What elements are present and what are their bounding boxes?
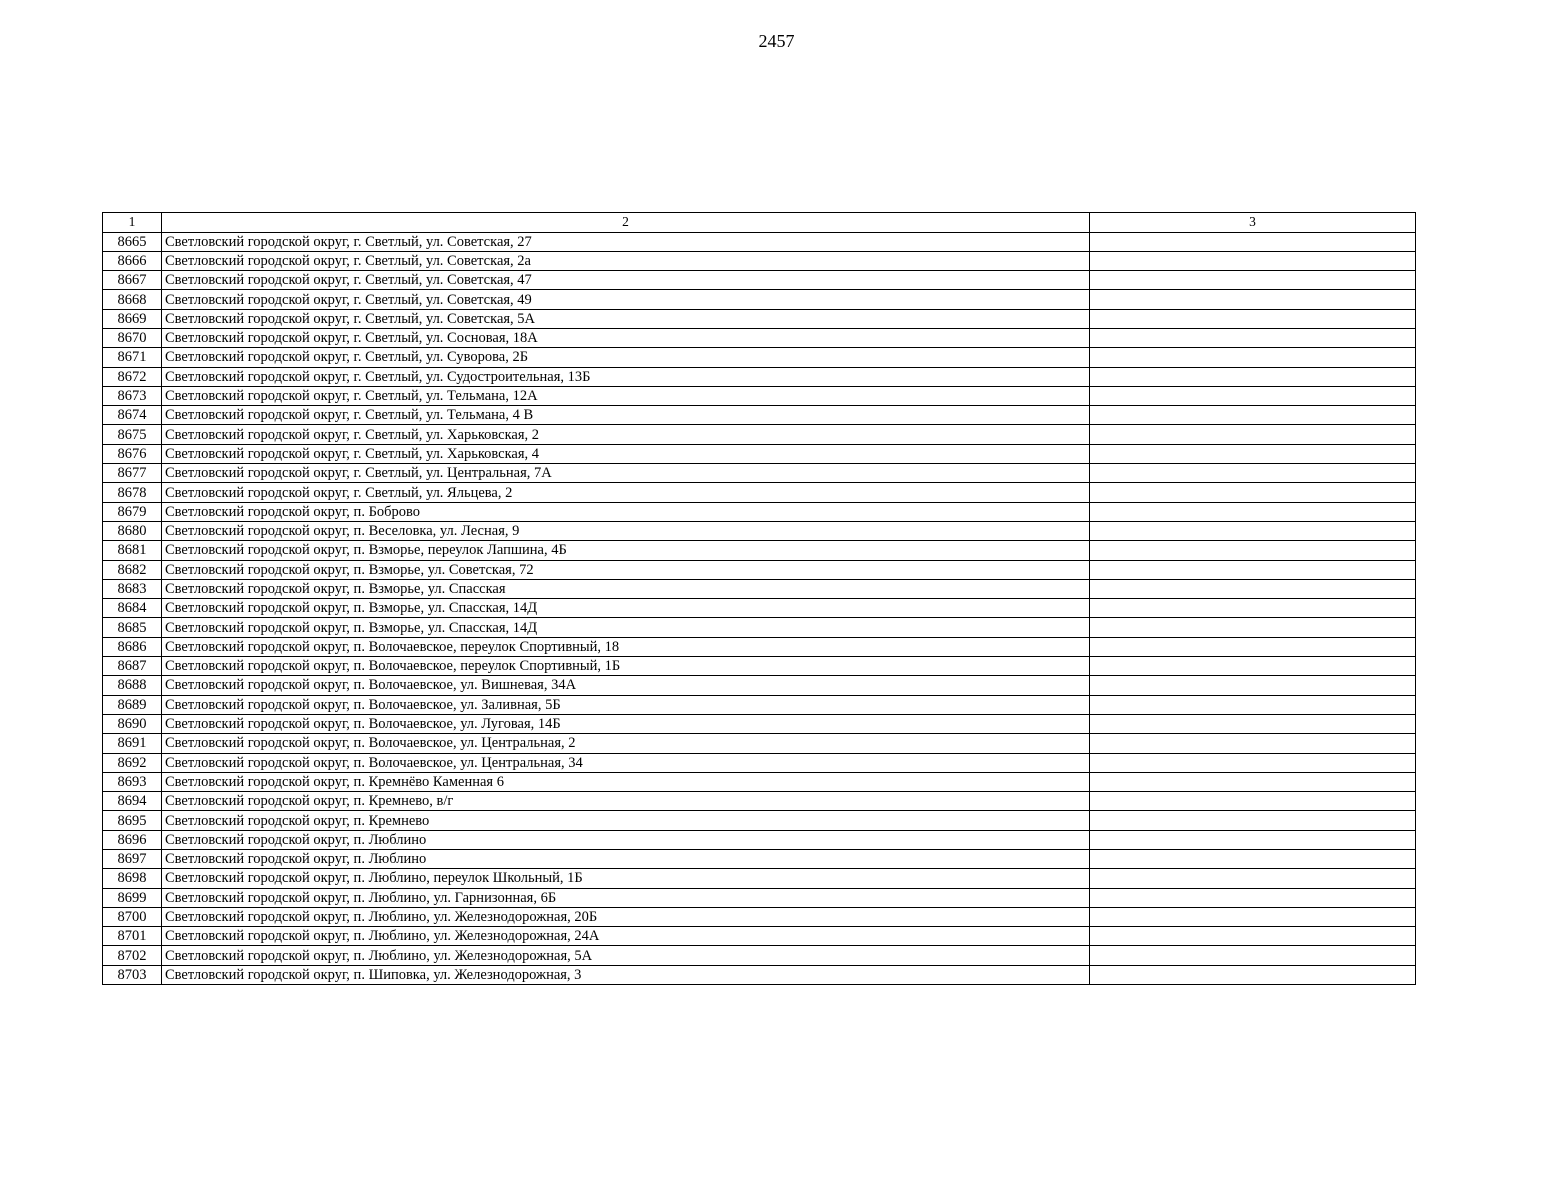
table-row	[103, 271, 1416, 290]
row-address-cell: Светловский городской округ, п. Кремнево, в/г	[162, 792, 1090, 811]
table-row	[103, 251, 1416, 270]
row-col3-cell	[1090, 483, 1416, 502]
table-row	[103, 734, 1416, 753]
table-row	[103, 483, 1416, 502]
table-row	[103, 695, 1416, 714]
row-number-cell: 8686	[103, 637, 162, 656]
row-col3-cell	[1090, 271, 1416, 290]
row-address-cell: Светловский городской округ, г. Светлый, ул. Яльцева, 2	[162, 483, 1090, 502]
row-number-cell: 8680	[103, 521, 162, 540]
table-row	[103, 541, 1416, 560]
row-address-cell: Светловский городской округ, г. Светлый, ул. Тельмана, 12А	[162, 386, 1090, 405]
row-address-cell: Светловский городской округ, п. Взморье, ул. Спасская, 14Д	[162, 599, 1090, 618]
table-row	[103, 676, 1416, 695]
row-col3-cell	[1090, 425, 1416, 444]
row-number-cell: 8668	[103, 290, 162, 309]
row-col3-cell	[1090, 850, 1416, 869]
row-number-cell: 8700	[103, 907, 162, 926]
row-number-cell: 8679	[103, 502, 162, 521]
row-number-cell: 8690	[103, 714, 162, 733]
row-number-cell: 8687	[103, 657, 162, 676]
row-number-cell: 8677	[103, 464, 162, 483]
row-number-cell: 8683	[103, 579, 162, 598]
row-address-cell: Светловский городской округ, п. Волочаевское, переулок Спортивный, 18	[162, 637, 1090, 656]
row-address-cell: Светловский городской округ, г. Светлый, ул. Судостроительная, 13Б	[162, 367, 1090, 386]
row-address-cell: Светловский городской округ, г. Светлый, ул. Советская, 47	[162, 271, 1090, 290]
table-row	[103, 907, 1416, 926]
row-number-cell: 8698	[103, 869, 162, 888]
row-address-cell: Светловский городской округ, п. Веселовка, ул. Лесная, 9	[162, 521, 1090, 540]
row-col3-cell	[1090, 464, 1416, 483]
table-row	[103, 792, 1416, 811]
row-number-cell: 8685	[103, 618, 162, 637]
row-address-cell: Светловский городской округ, п. Кремнёво Каменная 6	[162, 772, 1090, 791]
row-col3-cell	[1090, 734, 1416, 753]
row-address-cell: Светловский городской округ, п. Волочаевское, ул. Центральная, 2	[162, 734, 1090, 753]
row-col3-cell	[1090, 290, 1416, 309]
table-row	[103, 290, 1416, 309]
row-address-cell: Светловский городской округ, п. Боброво	[162, 502, 1090, 521]
table-row	[103, 830, 1416, 849]
row-col3-cell	[1090, 965, 1416, 984]
row-address-cell: Светловский городской округ, п. Взморье, ул. Советская, 72	[162, 560, 1090, 579]
table-row	[103, 328, 1416, 347]
table-row	[103, 772, 1416, 791]
row-address-cell: Светловский городской округ, г. Светлый, ул. Центральная, 7А	[162, 464, 1090, 483]
row-number-cell: 8692	[103, 753, 162, 772]
row-number-cell: 8678	[103, 483, 162, 502]
row-address-cell: Светловский городской округ, п. Люблино	[162, 850, 1090, 869]
row-number-cell: 8667	[103, 271, 162, 290]
table-row	[103, 618, 1416, 637]
table-row	[103, 946, 1416, 965]
row-address-cell: Светловский городской округ, г. Светлый, ул. Советская, 49	[162, 290, 1090, 309]
table-row	[103, 309, 1416, 328]
row-col3-cell	[1090, 541, 1416, 560]
table-row	[103, 425, 1416, 444]
table-header-row	[103, 213, 1416, 233]
row-col3-cell	[1090, 579, 1416, 598]
row-col3-cell	[1090, 251, 1416, 270]
row-col3-cell	[1090, 869, 1416, 888]
row-address-cell: Светловский городской округ, п. Волочаевское, ул. Заливная, 5Б	[162, 695, 1090, 714]
row-col3-cell	[1090, 772, 1416, 791]
row-address-cell: Светловский городской округ, г. Светлый, ул. Сосновая, 18А	[162, 328, 1090, 347]
row-number-cell: 8665	[103, 232, 162, 251]
row-number-cell: 8675	[103, 425, 162, 444]
row-col3-cell	[1090, 618, 1416, 637]
page-number: 2457	[758, 31, 795, 51]
row-address-cell: Светловский городской округ, п. Люблино, ул. Железнодорожная, 5А	[162, 946, 1090, 965]
row-address-cell: Светловский городской округ, г. Светлый, ул. Тельмана, 4 В	[162, 406, 1090, 425]
table-body	[103, 213, 1416, 985]
header-col-1: 1	[103, 213, 162, 233]
row-number-cell: 8681	[103, 541, 162, 560]
header-col-3: 3	[1090, 213, 1416, 233]
row-address-cell: Светловский городской округ, п. Волочаевское, ул. Вишневая, 34А	[162, 676, 1090, 695]
address-table	[102, 212, 1416, 985]
table-row	[103, 714, 1416, 733]
row-col3-cell	[1090, 406, 1416, 425]
row-number-cell: 8703	[103, 965, 162, 984]
table-row	[103, 406, 1416, 425]
table-row	[103, 464, 1416, 483]
table-row	[103, 811, 1416, 830]
row-col3-cell	[1090, 232, 1416, 251]
row-col3-cell	[1090, 927, 1416, 946]
header-col-2: 2	[162, 213, 1090, 233]
row-address-cell: Светловский городской округ, п. Взморье, ул. Спасская, 14Д	[162, 618, 1090, 637]
row-address-cell: Светловский городской округ, п. Люблино, ул. Железнодорожная, 24А	[162, 927, 1090, 946]
row-address-cell: Светловский городской округ, г. Светлый, ул. Советская, 27	[162, 232, 1090, 251]
row-col3-cell	[1090, 907, 1416, 926]
table-row	[103, 599, 1416, 618]
table-row	[103, 502, 1416, 521]
row-address-cell: Светловский городской округ, п. Волочаевское, ул. Центральная, 34	[162, 753, 1090, 772]
row-address-cell: Светловский городской округ, п. Волочаевское, переулок Спортивный, 1Б	[162, 657, 1090, 676]
row-number-cell: 8669	[103, 309, 162, 328]
row-number-cell: 8701	[103, 927, 162, 946]
row-address-cell: Светловский городской округ, г. Светлый, ул. Советская, 5А	[162, 309, 1090, 328]
row-address-cell: Светловский городской округ, п. Люблино, ул. Железнодорожная, 20Б	[162, 907, 1090, 926]
row-number-cell: 8673	[103, 386, 162, 405]
row-number-cell: 8672	[103, 367, 162, 386]
row-number-cell: 8684	[103, 599, 162, 618]
row-number-cell: 8674	[103, 406, 162, 425]
table-row	[103, 927, 1416, 946]
table-row	[103, 888, 1416, 907]
row-number-cell: 8693	[103, 772, 162, 791]
row-col3-cell	[1090, 560, 1416, 579]
row-address-cell: Светловский городской округ, г. Светлый, ул. Суворова, 2Б	[162, 348, 1090, 367]
row-col3-cell	[1090, 657, 1416, 676]
row-address-cell: Светловский городской округ, г. Светлый, ул. Харьковская, 2	[162, 425, 1090, 444]
row-col3-cell	[1090, 309, 1416, 328]
row-address-cell: Светловский городской округ, п. Люблино, ул. Гарнизонная, 6Б	[162, 888, 1090, 907]
row-col3-cell	[1090, 811, 1416, 830]
row-col3-cell	[1090, 328, 1416, 347]
row-number-cell: 8671	[103, 348, 162, 367]
row-col3-cell	[1090, 599, 1416, 618]
row-col3-cell	[1090, 502, 1416, 521]
row-address-cell: Светловский городской округ, г. Светлый, ул. Советская, 2а	[162, 251, 1090, 270]
row-col3-cell	[1090, 753, 1416, 772]
row-number-cell: 8697	[103, 850, 162, 869]
row-col3-cell	[1090, 792, 1416, 811]
row-col3-cell	[1090, 695, 1416, 714]
row-address-cell: Светловский городской округ, г. Светлый, ул. Харьковская, 4	[162, 444, 1090, 463]
row-col3-cell	[1090, 946, 1416, 965]
table-row	[103, 348, 1416, 367]
row-number-cell: 8689	[103, 695, 162, 714]
row-col3-cell	[1090, 830, 1416, 849]
row-col3-cell	[1090, 444, 1416, 463]
row-col3-cell	[1090, 521, 1416, 540]
row-col3-cell	[1090, 386, 1416, 405]
row-number-cell: 8702	[103, 946, 162, 965]
table-row	[103, 521, 1416, 540]
row-number-cell: 8694	[103, 792, 162, 811]
table-row	[103, 850, 1416, 869]
row-number-cell: 8695	[103, 811, 162, 830]
row-address-cell: Светловский городской округ, п. Кремнево	[162, 811, 1090, 830]
row-number-cell: 8688	[103, 676, 162, 695]
table-row	[103, 579, 1416, 598]
row-col3-cell	[1090, 714, 1416, 733]
row-address-cell: Светловский городской округ, п. Шиповка, ул. Железнодорожная, 3	[162, 965, 1090, 984]
row-address-cell: Светловский городской округ, п. Люблино, переулок Школьный, 1Б	[162, 869, 1090, 888]
table-row	[103, 386, 1416, 405]
row-col3-cell	[1090, 888, 1416, 907]
row-number-cell: 8676	[103, 444, 162, 463]
table-row	[103, 869, 1416, 888]
row-address-cell: Светловский городской округ, п. Волочаевское, ул. Луговая, 14Б	[162, 714, 1090, 733]
row-col3-cell	[1090, 676, 1416, 695]
row-col3-cell	[1090, 367, 1416, 386]
row-col3-cell	[1090, 637, 1416, 656]
table-row	[103, 232, 1416, 251]
row-address-cell: Светловский городской округ, п. Взморье, переулок Лапшина, 4Б	[162, 541, 1090, 560]
row-number-cell: 8691	[103, 734, 162, 753]
table-row	[103, 444, 1416, 463]
row-number-cell: 8696	[103, 830, 162, 849]
table-row	[103, 965, 1416, 984]
table-row	[103, 637, 1416, 656]
table-row	[103, 753, 1416, 772]
table-row	[103, 657, 1416, 676]
row-col3-cell	[1090, 348, 1416, 367]
row-number-cell: 8699	[103, 888, 162, 907]
row-number-cell: 8682	[103, 560, 162, 579]
row-number-cell: 8670	[103, 328, 162, 347]
table-row	[103, 367, 1416, 386]
row-address-cell: Светловский городской округ, п. Взморье, ул. Спасская	[162, 579, 1090, 598]
table-row	[103, 560, 1416, 579]
row-number-cell: 8666	[103, 251, 162, 270]
row-address-cell: Светловский городской округ, п. Люблино	[162, 830, 1090, 849]
